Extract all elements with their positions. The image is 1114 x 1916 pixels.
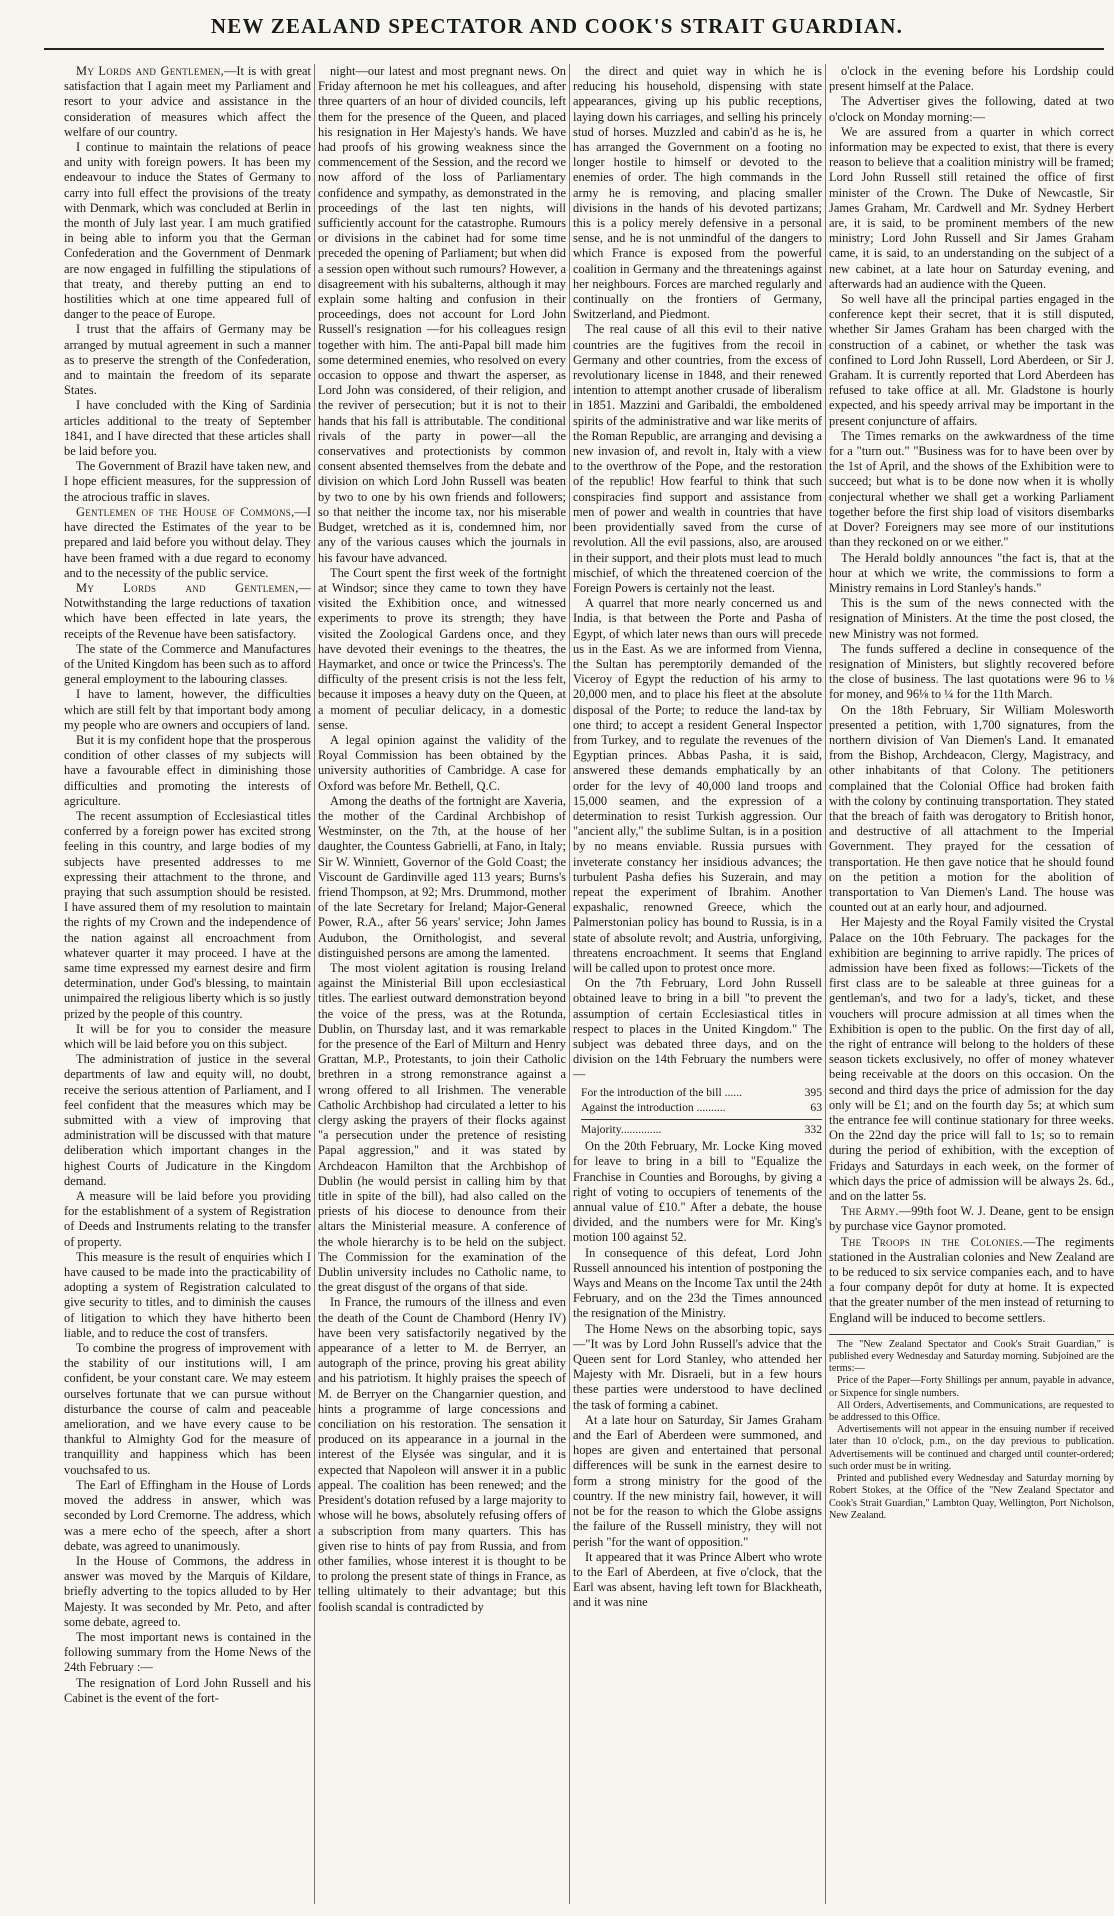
paragraph-text: Among the deaths of the fortnight are Xaveria, the mother of the Cardinal Archbishop of Westminster, on the 7th, at the house of her daughter, the Countess Gabrielli, at Fano, in Italy; Sir W. Winniett, Governor of the Gold Coast; the Viscount de Gardinville aged 113 years; Burns's friend Thompson, at 92; Mrs. Drummond, mother of the late Secretary for Ireland; Major-General Power, R.A., after 56 years' service; John James Audubon, the Ornithologist, and several distinguished persons are among the lamented. (318, 793, 566, 960)
notice-line: Price of the Paper—Forty Shillings per annum, payable in advance, or Sixpence for single numbers. (829, 1375, 1114, 1399)
paragraph-text: The funds suffered a decline in consequence of the resignation of Ministers, but slightly recovered before the close of business. The last quotations were 96 to ⅛ for money, and 96⅛ to ¼ for the 11th March. (829, 641, 1114, 702)
paragraph-text: It will be for you to consider the measure which will be laid before you on this subject. (64, 1021, 311, 1051)
column-rule (569, 64, 570, 1904)
paragraph (64, 1341, 311, 1478)
paragraph-text: On the 20th February, Mr. Locke King moved for leave to bring in a bill to "Equalize the Franchise in Counties and Boroughs, by giving a right of voting to occupiers of tenements of the annual value of £10." After a debate, the house divided, and the numbers were for Mr. King's motion 100 against 52. (573, 1139, 822, 1245)
paragraph-text: At a late hour on Saturday, Sir James Graham and the Earl of Aberdeen were summoned, and hopes are given and entertained that personal differences will be sunk in the earnest desire to form a strong ministry for the good of the country. If the new ministry fail, however, it will not be for the reason to which the Globe assigns the failure of the Russell ministry, they will not perish "for the want of opposition." (573, 1412, 822, 1549)
masthead-rule (44, 48, 1104, 50)
paragraph (829, 64, 1114, 94)
paragraph-lead: My Lords and Gentlemen, (76, 64, 224, 78)
paragraph-text: On the 18th February, Sir William Molesworth presented a petition, with 1,700 signatures, from the northern division of Van Diemen's Land. It emanated from the Bishop, Archdeacon, Clergy, Magistracy, and other inhabitants of that Colony. The petitioners complained that the Colonial Office had broken faith with the colony by continuing transportation. They stated that the breach of faith was derogatory to British honor, and destructive of all attachment to the Imperial Government. They prayed for the cessation of transportation. He then gave notice that he should found on the petition a motion for the abolition of transportation to Van Diemen's Land. The house was counted out at an early hour, and adjourned. (829, 702, 1114, 915)
paragraph (829, 551, 1114, 597)
paragraph (573, 1322, 822, 1413)
paragraph-text: I trust that the affairs of Germany may be arranged by mutual agreement in such a manner as to preserve the strength of the Confederation, and to maintain the freedom of its separate States. (64, 322, 311, 398)
paragraph (829, 1204, 1114, 1234)
paragraph-text: The Government of Brazil have taken new, and I hope efficient measures, for the suppression of the atrocious traffic in slaves. (64, 459, 311, 504)
paragraph (829, 915, 1114, 1204)
paragraph-text: In consequence of this defeat, Lord John Russell announced his intention of postponing the Ways and Means on the Income Tax until the 24th February, and on the 23d the Times announced the resignation of the Ministry. (573, 1245, 822, 1321)
paragraph (829, 703, 1114, 916)
division-label: Against the introduction .......... (581, 1100, 726, 1114)
column-4-articles (829, 64, 1114, 1326)
paragraph-text: the direct and quiet way in which he is reducing his household, dispensing with state appearances, giving up his public receptions, laying down his carriages, and selling his princely stud of horses. Muzzled and cabin'd as he is, he has arranged the Government on a footing no longer hostile to himself or devoted to the enemies of order. The high commands in the army he is removing, and placing smaller divisions in the hands of his devoted partizans; this is a policy merely defensive in a personal sense, and he is not unmindful of the dangers to which France is exposed from the powerful coalition in Germany and the threatenings against her neighbours. Forces are marched regularly and continually on the frontiers of Germany, Switzerland, and Piedmont. (573, 64, 822, 322)
column-rule (825, 64, 826, 1904)
column-1 (64, 64, 311, 1904)
paragraph-lead: The Army. (841, 1204, 899, 1219)
paragraph-text: night—our latest and most pregnant news. On Friday afternoon he met his colleagues, and after three quarters of an hour of divided councils, left them for the presence of the Queen, and placed his resignation in Her Majesty's hands. We have had proofs of his growing weakness since the commencement of the Session, and the record we now afford of the loss of Parliamentary confidence and sympathy, as demonstrated in the proceedings of the last ten nights, will sufficiently account for the catastrophe. Rumours or divisions in the cabinet had for some time preceded the opening of Parliament; but when did a session open without such rumours? However, a disagreement with his subalterns, although it may explain some halting and confusion in their proceedings, does not account for Lord John Russell's resignation —for his colleagues resign together with him. The anti-Papal bill made him some determined enemies, who resolved on every occasion to oppose and thwart the asperser, as Lord John was considered, of their religion, and the reviver of persecution; but it is not to their hands that his fall is attributable. The conditional rivals of the party in power—all the conservatives and protectionists by common consent absented themselves from the debate and division on which Lord John Russell was beaten by two to one by his own friends and followers; so that neither the income tax, nor his miserable Budget, wretched as it is, condemned him, nor any of the various causes which the journals in his favour have advanced. (318, 64, 566, 565)
paragraph-text: The Home News on the absorbing topic, says—"It was by Lord John Russell's advice that the Queen sent for Lord Stanley, who attended her Majesty with Mr. Disraeli, but in a few hours these parties were understood to have declined the task of forming a cabinet. (573, 1321, 822, 1412)
paragraph-text: In France, the rumours of the illness and even the death of the Count de Chambord (Henry IV) have been very satisfactorily negatived by the appearance of a letter to M. de Berryer, an autograph of the prince, proving his great ability and his patriotism. It highly praises the speech of M. de Berryer on the Changarnier question, and hints a programme of large concessions and conciliation on his restoration. The sensation it produced on its appearance in a journal in the interest of the Elysée was singular, and it is expected that Napoleon will answer it in a public appeal. The coalition has been renewed; and the President's dotation refused by a large majority to whose will he bows, absolutely refusing offers of a subscription from many quarters. This has given rise to hints of pay from Russia, and from other families, whose interest it is thought to be to prolong the present state of things in France, as telling ultimately to their advantage; but this foolish scandal is contradicted by (318, 1295, 566, 1614)
paragraph-text: A quarrel that more nearly concerned us and India, is that between the Porte and Pasha of Egypt, of which later news than ours will precede us in the East. As we are informed from Vienna, the Sultan has peremptorily demanded of the Viceroy of Egypt the reduction of his army to 20,000 men, and to place his fleet at the absolute disposal of the Porte; to reduce the land-tax by one third; to accept a resident General Inspector from Turkey, and to regulate the revenues of the Egyptian princes. Abbas Pasha, it is said, answered these demands emphatically by an order for the levy of 40,000 land troops and 15,000 seamen, and the expression of a determination to resist Turkish aggression. Our "ancient ally," the sublime Sultan, is in a position by no means enviable. Russia pursues with inveterate constancy her insidious advances; the turbulent Pasha defies his Suzerain, and may repeat the experiment of Ibrahim. Another expashalic, renowned Greece, which the Palmerstonian policy has bound to Russia, is in a state of absolute revolt; and Austria, unforgiving, threatens encroachment. It seems that England will be called upon to protest once more. (573, 596, 822, 975)
paragraph (64, 1022, 311, 1052)
paragraph (64, 1676, 311, 1706)
paragraph-text: —It is with great satisfaction that I again meet my Parliament and resort to your advice and assistance in the consideration of measures which affect the welfare of our country. (64, 64, 311, 139)
column-3-articles (573, 64, 822, 1083)
division-value: 395 (804, 1085, 822, 1099)
paragraph (64, 733, 311, 809)
paragraph-text: This is the sum of the news connected with the resignation of Ministers. At the time the post closed, the new Ministry was not formed. (829, 596, 1114, 641)
paragraph (573, 64, 822, 322)
paragraph-text: A legal opinion against the validity of the Royal Commission has been obtained by the university authorities of Cambridge. A case for Oxford was before Mr. Bethell, Q.C. (318, 732, 566, 793)
publication-notice (829, 1334, 1114, 1522)
paragraph-lead: My Lords and Gentlemen, (76, 580, 299, 595)
paragraph-text: The Advertiser gives the following, dated at two o'clock on Monday morning:— (829, 94, 1114, 124)
paragraph (829, 94, 1114, 124)
paragraph (318, 733, 566, 794)
paragraph-text: Her Majesty and the Royal Family visited the Crystal Palace on the 10th February. The packages for the exhibition are beginning to arrive rapidly. The prices of admission have been fixed as follows:—Tickets of the first class are to be saleable at three guineas for a gentleman's, and two for a lady's, ticket, and these vouchers will procure admission at all times when the Exhibition is open to the public. On the first day of all, the right of entrance will belong to the holders of these season tickets exclusively, no offer of money whatever being receivable at the doors on this occasion. On the second and third days the price of admission for the day only will be £1; and on the fourth day 5s; at which sum the entrance fee will continue stationary for three weeks. On the 22nd day the price will fall to 1s; so to remain during the period of exhibition, with the exception of Fridays and Saturdays in each week, on the former of which days the price of admission will be always 2s. 6d., and on the latter 5s. (829, 915, 1114, 1204)
column-rule (314, 64, 315, 1904)
paragraph-text: To combine the progress of improvement with the stability of our institutions will, I am confident, be your constant care. We may esteem ourselves fortunate that we can pursue without disturbance the course of calm and peaceable amelioration, and we have every cause to be thankful to Almighty God for the measure of tranquillity and happiness which has been vouchsafed to us. (64, 1341, 311, 1477)
paragraph (64, 1189, 311, 1250)
division-table (573, 1083, 822, 1140)
paragraph-text: —I have directed the Estimates of the year to be prepared and laid before you without delay. They have been framed with a due regard to economy and to the necessity of the public service. (64, 504, 311, 580)
paragraph-text: In the House of Commons, the address in answer was moved by the Marquis of Kildare, briefly adverting to the topics alluded to by Her Majesty. It was seconded by Mr. Peto, and after some debate, agreed to. (64, 1553, 311, 1629)
paragraph-text: On the 7th February, Lord John Russell obtained leave to bring in a bill "to prevent the assumption of certain Ecclesiastical titles in respect to places in the United Kingdom." The subject was debated three days, and on the division on the 14th February the numbers were— (573, 976, 822, 1082)
paragraph-text: It appeared that it was Prince Albert who wrote to the Earl of Aberdeen, at five o'clock, that the Earl was absent, having left town for Blackheath, and it was nine (573, 1549, 822, 1610)
paragraph-text: We are assured from a quarter in which correct information may be expected to exist, that there is every reason to believe that a coalition ministry will be framed; Lord John Russell still retained the office of first minister of the Crown. The Duke of Newcastle, Sir James Graham, Mr. Cardwell and Mr. Sydney Herbert are, it is said, to be prominent members of the new ministry; Lord John Russell and Sir James Graham came, it is said, to an understanding on the subject of a new cabinet, at a late hour on Saturday evening, and afterwards had an audience with the Queen. (829, 124, 1114, 291)
paragraph (573, 1246, 822, 1322)
paragraph-text: But it is my confident hope that the prosperous condition of other classes of my subjects will have a favourable effect in diminishing those difficulties and promoting the interests of agriculture. (64, 732, 311, 808)
division-value: 332 (804, 1123, 822, 1137)
paragraph (64, 1630, 311, 1676)
paragraph (64, 322, 311, 398)
paragraph (318, 961, 566, 1295)
paragraph-text: This measure is the result of enquiries which I have caused to be made into the practicability of adopting a system of Registration calculated to give security to titles, and to diminish the causes of litigation to which they have hitherto been liable, and to reduce the cost of transfers. (64, 1249, 311, 1340)
paragraph-text: —99th foot W. J. Deane, gent to be ensign by purchase vice Gaynor promoted. (829, 1204, 1114, 1234)
paragraph (573, 1550, 822, 1611)
paragraph-text: The Court spent the first week of the fortnight at Windsor; since they came to town they have visited the Exhibition once, and witnessed experiments to prove its strength; they have visited the Zoological Gardens once, and they have devoted their evenings to the theatres, the Haymarket, and once or twice the Princess's. The difficulty of the present crisis is not the less felt, because it imposes a heavy duty on the Queen, at a moment of peculiar delicacy, in a domestic sense. (318, 565, 566, 732)
notice-line: Advertisements will not appear in the ensuing number if received later than 10 o'clock, p.m., on the day previous to publication. Advertisements will be continued and charged until counter-ordered; such order must be in writing. (829, 1424, 1114, 1472)
paragraph (64, 1554, 311, 1630)
paragraph-text: The state of the Commerce and Manufactures of the United Kingdom has been such as to afford general employment to the labouring classes. (64, 641, 311, 687)
column-2 (318, 64, 566, 1904)
column-3 (573, 64, 822, 1904)
paragraph (64, 1052, 311, 1189)
paragraph (64, 687, 311, 733)
paragraph (64, 398, 311, 459)
paragraph (829, 292, 1114, 429)
paragraph (64, 505, 311, 581)
division-row-for (581, 1085, 822, 1100)
paragraph (829, 125, 1114, 292)
paragraph-text: I have concluded with the King of Sardinia articles additional to the treaty of September 1841, and I have directed that these articles shall be laid before you. (64, 398, 311, 459)
paragraph-text: The administration of justice in the several departments of law and equity will, no doubt, receive the serious attention of Parliament, and I feel confident that the measures which may be submitted with a view of improving that administration will be discussed with that mature deliberation which important changes in the highest Courts of Judicature in the Kingdom demand. (64, 1052, 311, 1188)
masthead: NEW ZEALAND SPECTATOR AND COOK'S STRAIT GUARDIAN. (210, 14, 904, 38)
paragraph (829, 642, 1114, 703)
paragraph (573, 976, 822, 1082)
paragraph (64, 1478, 311, 1554)
paragraph (64, 140, 311, 322)
paragraph-text: The most violent agitation is rousing Ireland against the Ministerial Bill upon ecclesiastical titles. The earliest outward demonstration beyond the voice of the press, was at the Rotunda, Dublin, on Thursday last, and it was remarkable for the presence of the Earl of Milturn and Henry Grattan, M.P., Protestants, to join their Catholic brethren in a strong remonstrance against a wrong offered to all Irishmen. The venerable Catholic Archbishop had circulated a letter to his clergy asking the prayers of their flocks against "a persecution under the pretence of resisting Papal aggression," and it was stated by Archdeacon Hamilton that the Archbishop of Dublin (he would persist in calling him by that title in spite of the bill), had also called on the priests of his diocese to denounce from their altars the Ministerial measure. A conference of the whole hierarchy is to be held on the subject. The Commission for the examination of the Dublin university includes no Catholic name, to the great disgust of the organs of that side. (318, 960, 566, 1295)
paragraph (573, 322, 822, 596)
paragraph (573, 596, 822, 976)
paragraph (318, 566, 566, 733)
paragraph-text: The Times remarks on the awkwardness of the time for a "turn out." "Business was for to have been over by the 1st of April, and the shows of the Exhibition were to succeed; but what is to be done now when it is wholly conjectural whether we shall get a working Parliament together before the first ship load of visitors disembarks at Dover? Foreigners may see more of our institutions than they reckoned on or we either." (829, 428, 1114, 550)
paragraph-text: The resignation of Lord John Russell and his Cabinet is the event of the fort- (64, 1675, 311, 1705)
paragraph-text: The recent assumption of Ecclesiastical titles conferred by a foreign power has excited strong feeling in this country, and large bodies of my subjects have presented addresses to me expressing their attachment to the throne, and praying that such assumption should be resisted. I have assured them of my resolution to maintain the rights of my Crown and the independence of the nation against all encroachment from whatever quarter it may proceed. I have at the same time expressed my earnest desire and firm determination, under God's blessing, to maintain unimpaired the religious liberty which is so justly prized by the people of this country. (64, 808, 311, 1021)
division-label: Majority.............. (581, 1123, 662, 1137)
paragraph (64, 459, 311, 505)
division-row-majority (581, 1119, 822, 1137)
notice-line: All Orders, Advertisements, and Communications, are requested to be addressed to this Office. (829, 1399, 1114, 1424)
paragraph-text: The Earl of Effingham in the House of Lords moved the address in answer, which was seconded by Lord Cremorne. The address, which was a mere echo of the speech, after a short debate, was agreed to unanimously. (64, 1477, 311, 1553)
paragraph-text: So well have all the principal parties engaged in the conference kept their secret, that it is still disputed, whether Sir James Graham has been charged with the construction of a cabinet, or whether the task was confined to Lord John Russell, Lord Aberdeen, or Sir J. Graham. It is currently reported that Lord Aberdeen has refused to take office at all. Mr. Gladstone is hourly expected, and his speedy arrival may be important in the present conjuncture of affairs. (829, 292, 1114, 428)
paragraph-text: —The regiments stationed in the Australian colonies and New Zealand are to be reduced to six service companies each, and to have a four company depôt for duty at home. It is expected that the greater number of the men instead of returning to England will be induced to become settlers. (829, 1234, 1114, 1325)
notice-line: Printed and published every Wednesday and Saturday morning by Robert Stokes, at the Office of the "New Zealand Spectator and Cook's Strait Guardian," Lambton Quay, Wellington, Port Nicholson, New Zealand. (829, 1473, 1114, 1521)
division-label: For the introduction of the bill ...... (581, 1085, 743, 1099)
paragraph-text: The most important news is contained in the following summary from the Home News of the 24th February :— (64, 1629, 311, 1675)
notice-line: The "New Zealand Spectator and Cook's Strait Guardian," is published every Wednesday and Saturday morning. Subjoined are the terms:— (829, 1338, 1114, 1375)
paragraph (829, 1235, 1114, 1326)
paragraph (829, 596, 1114, 642)
paragraph-text: I continue to maintain the relations of peace and unity with foreign powers. It has been my endeavour to induce the States of Germany to carry into full effect the provisions of the treaty with Denmark, which was concluded at Berlin in the month of July last year. I am much gratified in being able to inform you that the German Confederation and the Government of Denmark are now engaged in fulfilling the stipulations of that treaty, and thereby putting an end to hostilities which at one time appeared full of danger to the peace of Europe. (64, 140, 311, 322)
paragraph (829, 429, 1114, 551)
column-4 (829, 64, 1114, 1904)
paragraph (573, 1413, 822, 1550)
paragraph-text: I have to lament, however, the difficulties which are still felt by that important body among my people who are owners and occupiers of land. (64, 687, 311, 732)
paragraph-lead: The Troops in the Colonies. (841, 1234, 1024, 1249)
paragraph (64, 809, 311, 1022)
paragraph (318, 1295, 566, 1614)
paragraph-text: A measure will be laid before you providing for the establishment of a system of Registration of Deeds and Instruments relating to the transfer of property. (64, 1189, 311, 1249)
paragraph (64, 581, 311, 642)
paragraph-text: o'clock in the evening before his Lordship could present himself at the Palace. (829, 64, 1114, 94)
column-3-articles-continued (573, 1139, 822, 1610)
paragraph (318, 794, 566, 961)
paragraph (573, 1139, 822, 1245)
paragraph (64, 642, 311, 688)
paragraph-text: —Notwithstanding the large reductions of taxation which have been effected in late years, the receipts of the Revenue have been satisfactory. (64, 580, 311, 641)
paragraph-lead: Gentlemen of the House of Commons, (76, 504, 295, 519)
division-row-against (581, 1100, 822, 1115)
paragraph (64, 64, 311, 140)
paragraph (318, 64, 566, 566)
division-value: 63 (810, 1100, 822, 1114)
paragraph-text: The real cause of all this evil to their native countries are the fugitives from the recoil in Germany and other countries, from the excess of revolutionary license in 1848, and their renewed intention to attempt another crusade of liberalism in 1851. Mazzini and Garibaldi, the emboldened spirits of the administrative and war like merits of the Roman Republic, are arranging and devising a new invasion of, and revolt in, Italy with a view to the overthrow of the Pope, and the restoration of the republic! How fearful to think that such conspiracies find support and assistance from men of power and wealth in countries that have been providentially saved from the curse of revolution. All the evil passions, also, are aroused in their support, and their plots must lead to much mischief, of which the threatened coercion of the Foreign Powers is certainly not the least. (573, 322, 822, 595)
paragraph (64, 1250, 311, 1341)
paragraph-text: The Herald boldly announces "the fact is, that at the hour at which we write, the commissions to form a Ministry remains in Lord Stanley's hands." (829, 550, 1114, 595)
